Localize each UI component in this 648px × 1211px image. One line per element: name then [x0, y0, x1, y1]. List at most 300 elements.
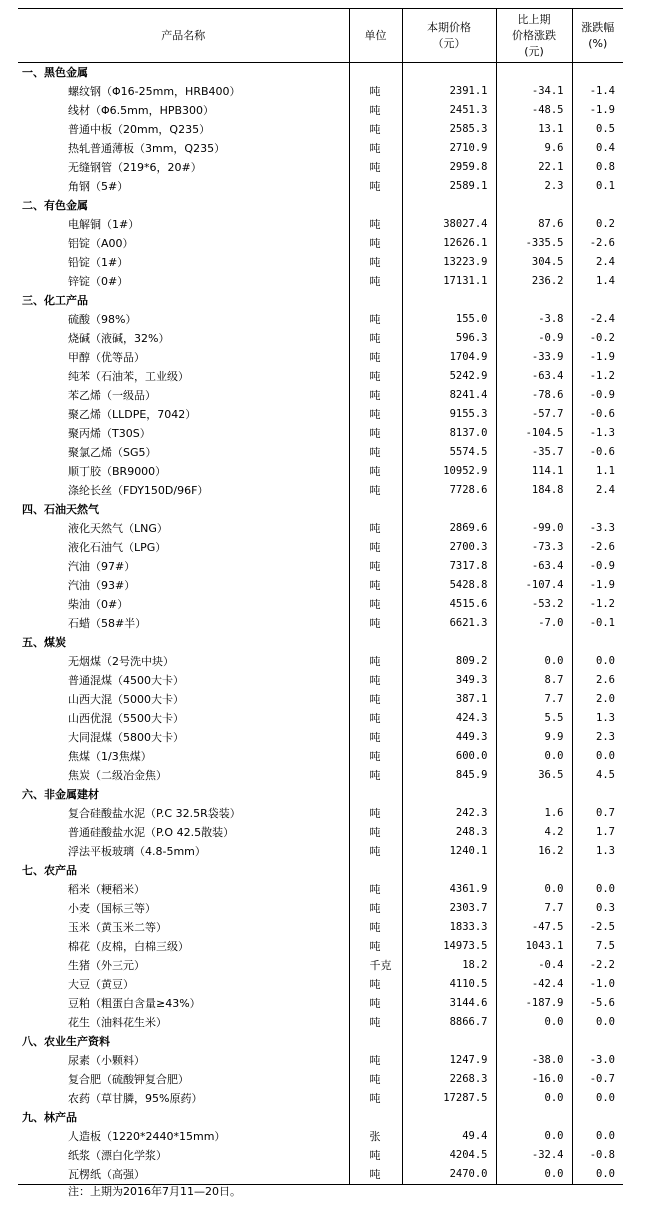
percent-cell: -0.6: [572, 405, 623, 424]
product-name-cell: 大同混煤（5800大卡）: [68, 731, 184, 744]
category-title: 三、化工产品: [22, 294, 88, 307]
product-name-cell: 烧碱（液碱，32%）: [68, 332, 170, 345]
table-row: [18, 1089, 623, 1108]
empty-cell: [349, 785, 402, 804]
product-name-cell: 聚氯乙烯（SG5）: [68, 446, 157, 459]
header-current-price-line2: （元）: [432, 36, 466, 50]
change-cell: 0.0: [496, 1127, 572, 1146]
empty-cell: [496, 500, 572, 519]
table-row: [18, 538, 623, 557]
table-row: [18, 595, 623, 614]
empty-cell: [349, 291, 402, 310]
empty-cell: [572, 1032, 623, 1051]
empty-cell: [572, 291, 623, 310]
percent-cell: 1.7: [572, 823, 623, 842]
table-row: [18, 462, 623, 481]
change-cell: 7.7: [496, 690, 572, 709]
category-row: [18, 196, 623, 215]
percent-cell: -0.8: [572, 1146, 623, 1165]
empty-cell: [496, 785, 572, 804]
category-row: [18, 785, 623, 804]
change-cell: -78.6: [496, 386, 572, 405]
unit-cell: 吨: [349, 728, 402, 747]
product-name-cell: 苯乙烯（一级品）: [68, 389, 156, 402]
percent-cell: 7.5: [572, 937, 623, 956]
price-cell: 5574.5: [402, 443, 496, 462]
percent-cell: 0.0: [572, 1165, 623, 1185]
empty-cell: [572, 196, 623, 215]
unit-cell: 吨: [349, 253, 402, 272]
change-cell: -0.4: [496, 956, 572, 975]
table-row: [18, 101, 623, 120]
unit-cell: 吨: [349, 443, 402, 462]
price-cell: 1240.1: [402, 842, 496, 861]
percent-cell: -1.9: [572, 348, 623, 367]
empty-cell: [402, 633, 496, 652]
percent-cell: -2.5: [572, 918, 623, 937]
empty-cell: [349, 63, 402, 83]
price-cell: 7728.6: [402, 481, 496, 500]
price-cell: 10952.9: [402, 462, 496, 481]
table-row: [18, 234, 623, 253]
change-cell: -63.4: [496, 557, 572, 576]
change-cell: 236.2: [496, 272, 572, 291]
price-cell: 155.0: [402, 310, 496, 329]
empty-cell: [402, 63, 496, 83]
unit-cell: 吨: [349, 766, 402, 785]
unit-cell: 吨: [349, 576, 402, 595]
unit-cell: 吨: [349, 918, 402, 937]
unit-cell: 千克: [349, 956, 402, 975]
product-name-cell: 聚丙烯（T30S）: [68, 427, 151, 440]
percent-cell: 0.7: [572, 804, 623, 823]
price-cell: 2391.1: [402, 82, 496, 101]
change-cell: 16.2: [496, 842, 572, 861]
price-cell: 4515.6: [402, 595, 496, 614]
category-title: 八、农业生产资料: [22, 1035, 110, 1048]
percent-cell: -3.0: [572, 1051, 623, 1070]
price-cell: 1704.9: [402, 348, 496, 367]
product-name-cell: 花生（油料花生米）: [68, 1016, 167, 1029]
table-body: [18, 63, 623, 1185]
category-title: 七、农产品: [22, 864, 77, 877]
percent-cell: 1.1: [572, 462, 623, 481]
header-current-price: [402, 9, 496, 63]
price-cell: 809.2: [402, 652, 496, 671]
empty-cell: [349, 633, 402, 652]
price-cell: 2700.3: [402, 538, 496, 557]
change-cell: 87.6: [496, 215, 572, 234]
product-name-cell: 锌锭（0#）: [68, 275, 129, 288]
price-cell: 242.3: [402, 804, 496, 823]
unit-cell: 吨: [349, 1070, 402, 1089]
empty-cell: [496, 196, 572, 215]
table-row: [18, 82, 623, 101]
table-row: [18, 177, 623, 196]
price-cell: 3144.6: [402, 994, 496, 1013]
product-name-cell: 柴油（0#）: [68, 598, 129, 611]
price-cell: 4361.9: [402, 880, 496, 899]
empty-cell: [572, 1108, 623, 1127]
empty-cell: [572, 500, 623, 519]
table-row: [18, 443, 623, 462]
change-cell: 114.1: [496, 462, 572, 481]
unit-cell: 吨: [349, 1089, 402, 1108]
table-row: [18, 899, 623, 918]
unit-cell: 吨: [349, 652, 402, 671]
unit-cell: 吨: [349, 709, 402, 728]
product-name-cell: 复合肥（硫酸钾复合肥）: [68, 1073, 189, 1086]
unit-cell: 吨: [349, 424, 402, 443]
product-name-cell: 电解铜（1#）: [68, 218, 140, 231]
change-cell: -99.0: [496, 519, 572, 538]
table-row: [18, 329, 623, 348]
category-title: 六、非金属建材: [22, 788, 99, 801]
table-row: [18, 576, 623, 595]
product-name-cell: 汽油（97#）: [68, 560, 136, 573]
unit-cell: 吨: [349, 481, 402, 500]
price-cell: 4204.5: [402, 1146, 496, 1165]
empty-cell: [572, 861, 623, 880]
change-cell: 5.5: [496, 709, 572, 728]
product-name-cell: 铝锭（A00）: [68, 237, 134, 250]
change-cell: -3.8: [496, 310, 572, 329]
price-cell: 2585.3: [402, 120, 496, 139]
unit-cell: 吨: [349, 538, 402, 557]
unit-cell: 吨: [349, 937, 402, 956]
header-price-change: [496, 9, 572, 63]
price-cell: 18.2: [402, 956, 496, 975]
price-cell: 2869.6: [402, 519, 496, 538]
unit-cell: 吨: [349, 690, 402, 709]
price-cell: 596.3: [402, 329, 496, 348]
unit-cell: 吨: [349, 177, 402, 196]
price-cell: 9155.3: [402, 405, 496, 424]
price-cell: 17287.5: [402, 1089, 496, 1108]
change-cell: -187.9: [496, 994, 572, 1013]
percent-cell: 2.4: [572, 253, 623, 272]
product-name-cell: 焦炭（二级冶金焦）: [68, 769, 167, 782]
percent-cell: 2.4: [572, 481, 623, 500]
table-row: [18, 728, 623, 747]
percent-cell: -0.9: [572, 557, 623, 576]
header-price-change-line3: (元): [524, 44, 544, 58]
table-row: [18, 1146, 623, 1165]
price-cell: 2303.7: [402, 899, 496, 918]
product-name-cell: 瓦楞纸（高强）: [18, 1165, 349, 1185]
category-row: [18, 63, 623, 83]
empty-cell: [349, 861, 402, 880]
product-name-cell: 线材（Φ6.5mm，HPB300）: [68, 104, 215, 117]
unit-cell: 吨: [349, 139, 402, 158]
product-name-cell: 农药（草甘膦，95%原药）: [68, 1092, 203, 1105]
price-cell: 49.4: [402, 1127, 496, 1146]
empty-cell: [402, 785, 496, 804]
price-cell: 7317.8: [402, 557, 496, 576]
percent-cell: -1.9: [572, 101, 623, 120]
empty-cell: [349, 196, 402, 215]
product-name-cell: 普通硅酸盐水泥（P.O 42.5散装）: [68, 826, 235, 839]
product-name-cell: 铅锭（1#）: [68, 256, 129, 269]
table-row: [18, 690, 623, 709]
table-row: [18, 975, 623, 994]
percent-cell: 4.5: [572, 766, 623, 785]
unit-cell: 吨: [349, 747, 402, 766]
unit-cell: 吨: [349, 823, 402, 842]
category-row: [18, 1108, 623, 1127]
change-cell: -16.0: [496, 1070, 572, 1089]
price-cell: 13223.9: [402, 253, 496, 272]
percent-cell: 2.3: [572, 728, 623, 747]
empty-cell: [402, 1108, 496, 1127]
table-row: [18, 1127, 623, 1146]
change-cell: -42.4: [496, 975, 572, 994]
category-title: 九、林产品: [22, 1111, 77, 1124]
change-cell: 7.7: [496, 899, 572, 918]
product-name-cell: 无缝钢管（219*6，20#）: [68, 161, 202, 174]
price-cell: 248.3: [402, 823, 496, 842]
empty-cell: [572, 785, 623, 804]
unit-cell: 吨: [349, 557, 402, 576]
footnote: 注：上期为2016年7月11—20日。: [68, 1185, 241, 1198]
unit-cell: 吨: [349, 994, 402, 1013]
percent-cell: -1.2: [572, 367, 623, 386]
table-row: [18, 519, 623, 538]
table-row: [18, 1070, 623, 1089]
percent-cell: 0.0: [572, 747, 623, 766]
header-price-change-line1: 比上期: [517, 12, 551, 26]
price-cell: 5428.8: [402, 576, 496, 595]
table-row: [18, 918, 623, 937]
empty-cell: [496, 1108, 572, 1127]
change-cell: -53.2: [496, 595, 572, 614]
price-cell: 600.0: [402, 747, 496, 766]
percent-cell: 0.0: [572, 1013, 623, 1032]
product-name-cell: 液化石油气（LPG）: [68, 541, 167, 554]
empty-cell: [349, 1108, 402, 1127]
product-name-cell: 纸浆（漂白化学浆）: [68, 1149, 167, 1162]
table-row: [18, 481, 623, 500]
change-cell: 2.3: [496, 177, 572, 196]
product-name-cell: 热轧普通薄板（3mm，Q235）: [68, 142, 226, 155]
category-row: [18, 633, 623, 652]
product-name-cell: 人造板（1220*2440*15mm）: [68, 1130, 226, 1143]
percent-cell: 1.3: [572, 842, 623, 861]
category-row: [18, 291, 623, 310]
change-cell: -335.5: [496, 234, 572, 253]
unit-cell: 吨: [349, 348, 402, 367]
empty-cell: [402, 196, 496, 215]
change-cell: 0.0: [496, 1013, 572, 1032]
price-cell: 5242.9: [402, 367, 496, 386]
percent-cell: -0.1: [572, 614, 623, 633]
table-row: [18, 1051, 623, 1070]
empty-cell: [349, 500, 402, 519]
percent-cell: -3.3: [572, 519, 623, 538]
product-name-cell: 硫酸（98%）: [68, 313, 137, 326]
header-unit: 单位: [349, 9, 402, 63]
unit-cell: 吨: [349, 405, 402, 424]
change-cell: -63.4: [496, 367, 572, 386]
percent-cell: 0.2: [572, 215, 623, 234]
percent-cell: -0.2: [572, 329, 623, 348]
table-row: [18, 348, 623, 367]
percent-cell: 1.4: [572, 272, 623, 291]
empty-cell: [496, 1032, 572, 1051]
change-cell: 1043.1: [496, 937, 572, 956]
empty-cell: [402, 1032, 496, 1051]
change-cell: 184.8: [496, 481, 572, 500]
price-cell: 1833.3: [402, 918, 496, 937]
product-name-cell: 浮法平板玻璃（4.8-5mm）: [68, 845, 206, 858]
product-name-cell: 甲醇（优等品）: [68, 351, 145, 364]
table-row: [18, 272, 623, 291]
price-cell: 17131.1: [402, 272, 496, 291]
change-cell: 22.1: [496, 158, 572, 177]
category-title: 二、有色金属: [22, 199, 88, 212]
change-cell: 36.5: [496, 766, 572, 785]
unit-cell: 吨: [349, 367, 402, 386]
percent-cell: 0.8: [572, 158, 623, 177]
percent-cell: -1.4: [572, 82, 623, 101]
percent-cell: 2.0: [572, 690, 623, 709]
unit-cell: 吨: [349, 899, 402, 918]
change-cell: 0.0: [496, 747, 572, 766]
change-cell: -7.0: [496, 614, 572, 633]
percent-cell: -0.6: [572, 443, 623, 462]
change-cell: 13.1: [496, 120, 572, 139]
table-row: [18, 614, 623, 633]
change-cell: 0.0: [496, 1165, 572, 1185]
table-row: [18, 557, 623, 576]
percent-cell: 2.6: [572, 671, 623, 690]
unit-cell: 吨: [349, 614, 402, 633]
table-row: [18, 120, 623, 139]
product-name-cell: 小麦（国标三等）: [68, 902, 156, 915]
price-cell: 1247.9: [402, 1051, 496, 1070]
change-cell: 0.0: [496, 1089, 572, 1108]
product-name-cell: 角钢（5#）: [68, 180, 129, 193]
price-cell: 387.1: [402, 690, 496, 709]
unit-cell: 吨: [349, 101, 402, 120]
change-cell: -32.4: [496, 1146, 572, 1165]
percent-cell: -1.9: [572, 576, 623, 595]
price-cell: 2589.1: [402, 177, 496, 196]
header-change-percent: 涨跌幅 (%): [572, 9, 623, 63]
price-table: [18, 8, 623, 1185]
category-title: 四、石油天然气: [22, 503, 99, 516]
change-cell: 9.9: [496, 728, 572, 747]
change-cell: -47.5: [496, 918, 572, 937]
unit-cell: 吨: [349, 272, 402, 291]
category-row: [18, 500, 623, 519]
table-row: [18, 937, 623, 956]
change-cell: -0.9: [496, 329, 572, 348]
product-name-cell: 石蜡（58#半）: [68, 617, 147, 630]
product-name-cell: 无烟煤（2号洗中块）: [68, 655, 174, 668]
unit-cell: 吨: [349, 234, 402, 253]
unit-cell: 吨: [349, 1165, 402, 1185]
price-cell: 6621.3: [402, 614, 496, 633]
change-cell: 8.7: [496, 671, 572, 690]
percent-cell: 0.5: [572, 120, 623, 139]
table-row: [18, 956, 623, 975]
table-row: [18, 215, 623, 234]
price-cell: 449.3: [402, 728, 496, 747]
percent-cell: 0.3: [572, 899, 623, 918]
unit-cell: 吨: [349, 671, 402, 690]
table-row: [18, 709, 623, 728]
price-cell: 2959.8: [402, 158, 496, 177]
product-name-cell: 棉花（皮棉，白棉三级）: [68, 940, 189, 953]
price-cell: 424.3: [402, 709, 496, 728]
unit-cell: 吨: [349, 158, 402, 177]
price-cell: 14973.5: [402, 937, 496, 956]
table-row: [18, 405, 623, 424]
unit-cell: 吨: [349, 1051, 402, 1070]
change-cell: 304.5: [496, 253, 572, 272]
product-name-cell: 聚乙烯（LLDPE，7042）: [68, 408, 197, 421]
product-name-cell: 山西优混（5500大卡）: [68, 712, 184, 725]
product-name-cell: 普通中板（20mm，Q235）: [68, 123, 211, 136]
change-cell: -104.5: [496, 424, 572, 443]
change-cell: 0.0: [496, 880, 572, 899]
table-row: [18, 386, 623, 405]
table-row: [18, 139, 623, 158]
header-current-price-line1: 本期价格: [427, 20, 471, 34]
change-cell: -35.7: [496, 443, 572, 462]
empty-cell: [496, 63, 572, 83]
percent-cell: 0.0: [572, 1089, 623, 1108]
category-row: [18, 861, 623, 880]
percent-cell: 0.0: [572, 1127, 623, 1146]
change-cell: -48.5: [496, 101, 572, 120]
unit-cell: 吨: [349, 804, 402, 823]
percent-cell: -2.6: [572, 234, 623, 253]
price-cell: 845.9: [402, 766, 496, 785]
price-cell: 12626.1: [402, 234, 496, 253]
table-header: [18, 9, 623, 63]
percent-cell: 0.1: [572, 177, 623, 196]
price-cell: 4110.5: [402, 975, 496, 994]
table-row: [18, 994, 623, 1013]
table-row: [18, 367, 623, 386]
category-title: 一、黑色金属: [22, 66, 88, 79]
table-row: [18, 1013, 623, 1032]
percent-cell: -1.0: [572, 975, 623, 994]
product-name-cell: 纯苯（石油苯，工业级）: [68, 370, 189, 383]
table-row: [18, 424, 623, 443]
price-cell: 38027.4: [402, 215, 496, 234]
product-name-cell: 顺丁胶（BR9000）: [68, 465, 167, 478]
percent-cell: -1.3: [572, 424, 623, 443]
percent-cell: -0.7: [572, 1070, 623, 1089]
table-row: [18, 158, 623, 177]
product-name-cell: 豆粕（粗蛋白含量≥43%）: [68, 997, 201, 1010]
product-name-cell: 山西大混（5000大卡）: [68, 693, 184, 706]
product-name-cell: 稻米（粳稻米）: [68, 883, 145, 896]
percent-cell: -2.6: [572, 538, 623, 557]
empty-cell: [402, 861, 496, 880]
price-cell: 2451.3: [402, 101, 496, 120]
product-name-cell: 复合硅酸盐水泥（P.C 32.5R袋装）: [68, 807, 241, 820]
change-cell: -33.9: [496, 348, 572, 367]
table-row: [18, 253, 623, 272]
table-row: [18, 880, 623, 899]
empty-cell: [349, 1032, 402, 1051]
product-name-cell: 普通混煤（4500大卡）: [68, 674, 184, 687]
change-cell: -73.3: [496, 538, 572, 557]
